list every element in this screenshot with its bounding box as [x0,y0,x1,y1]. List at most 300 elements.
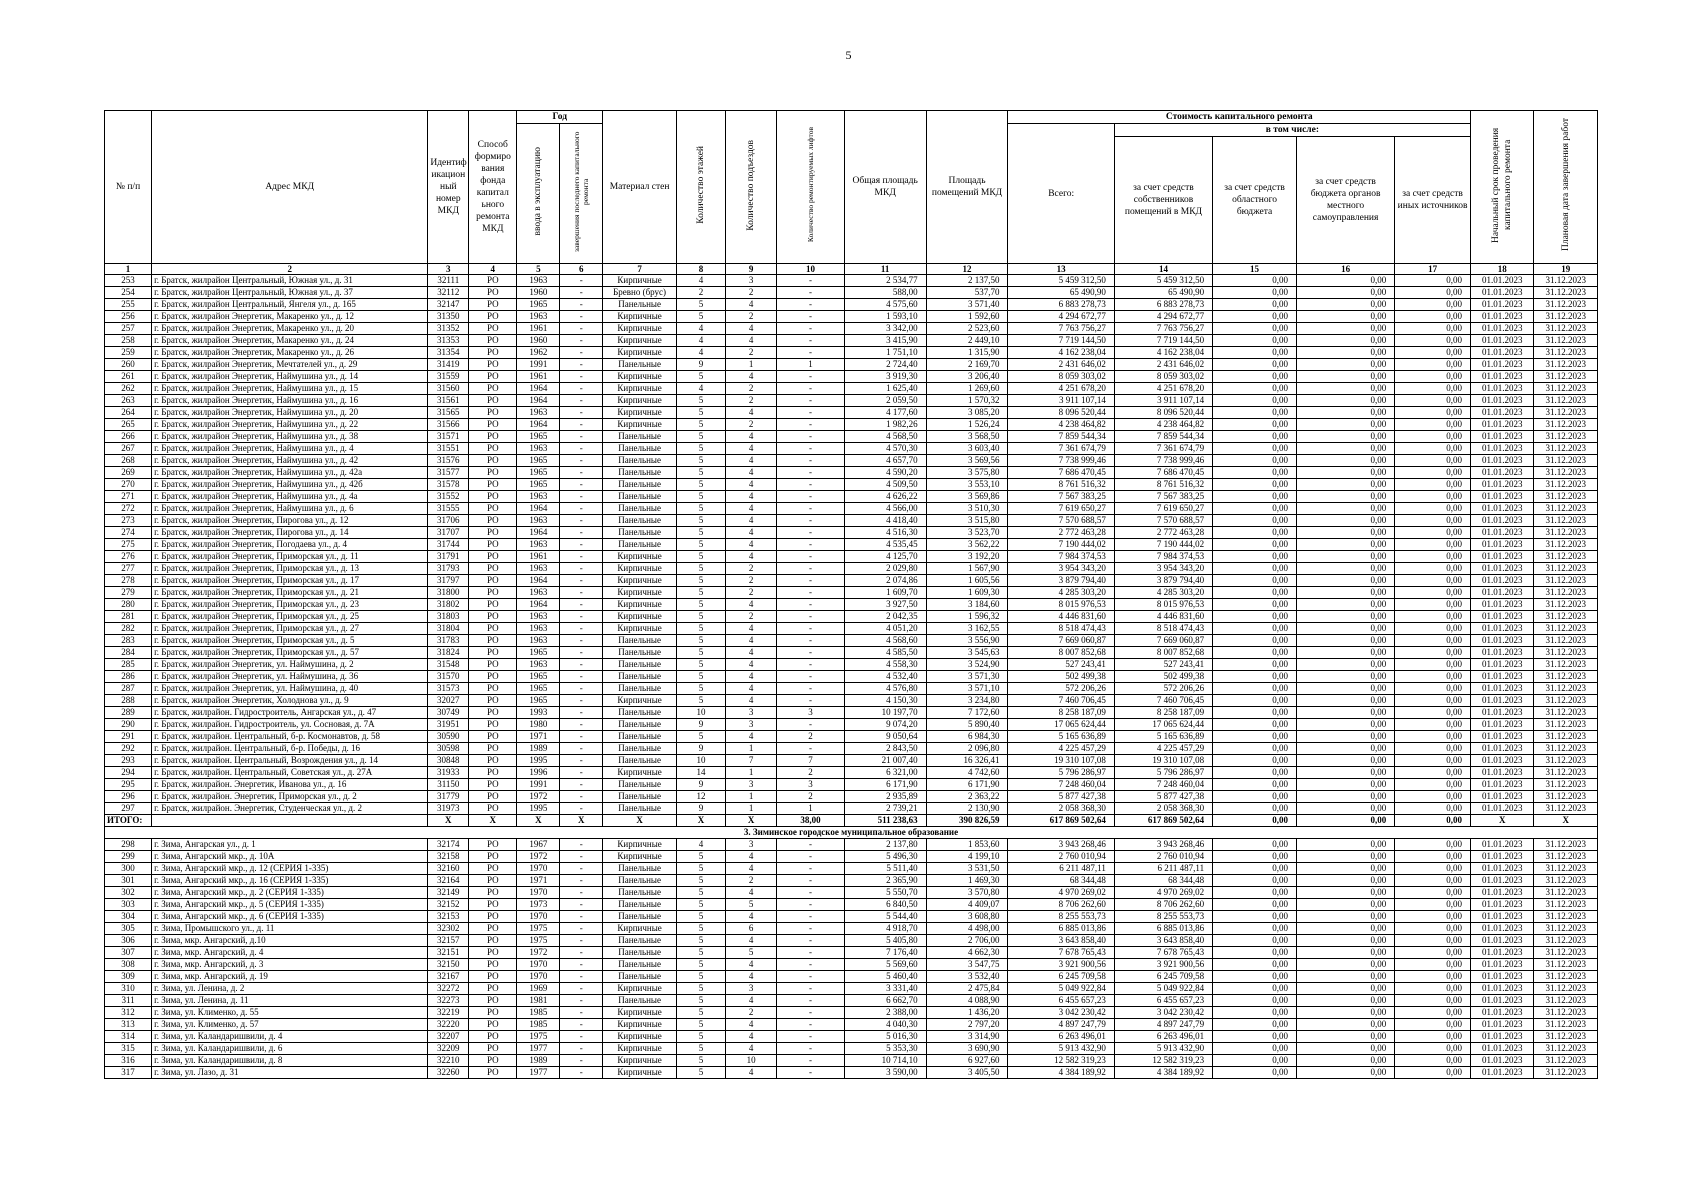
table-cell: 4 566,00 [844,503,926,515]
table-cell: 32147 [428,299,469,311]
table-cell: 31.12.2023 [1534,347,1598,359]
table-cell: 305 [105,923,152,935]
table-cell: Панельные [603,731,677,743]
table-cell: 3 085,20 [926,407,1008,419]
table-cell: 01.01.2023 [1470,575,1533,587]
table-cell: г. Зима, ул. Клименко, д. 57 [152,1019,428,1031]
table-cell: РО [469,575,517,587]
table-cell: 5 [676,959,725,971]
table-cell: 2 843,50 [844,743,926,755]
table-cell: 5 [676,911,725,923]
table-cell: 31779 [428,791,469,803]
table-cell: Панельные [603,863,677,875]
table-cell: 01.01.2023 [1470,275,1533,287]
table-cell: 1963 [517,587,560,599]
table-cell: 10 [676,755,725,767]
table-row [105,731,1598,743]
table-cell: РО [469,899,517,911]
table-cell: 3 943 268,46 [1008,839,1114,851]
table-cell: 01.01.2023 [1470,923,1533,935]
table-cell: 0,00 [1213,767,1297,779]
table-cell: 282 [105,623,152,635]
table-cell: 31560 [428,383,469,395]
table-cell: 31.12.2023 [1534,959,1598,971]
table-cell: 7 361 674,79 [1114,443,1212,455]
column-number: 17 [1395,264,1471,275]
table-cell: 288 [105,695,152,707]
table-cell: 5 [676,311,725,323]
table-cell: 5 [676,407,725,419]
table-cell: 7 678 765,43 [1114,947,1212,959]
table-cell: г. Братск, жилрайон Энергетик, Наймушина ул., д. 15 [152,383,428,395]
table-cell: 0,00 [1296,287,1394,299]
table-cell: Панельные [603,947,677,959]
table-cell: Панельные [603,743,677,755]
table-cell: 31.12.2023 [1534,575,1598,587]
table-cell: 0,00 [1296,863,1394,875]
table-cell: Кирпичные [603,371,677,383]
table-cell: 01.01.2023 [1470,755,1533,767]
table-cell: г. Братск, жилрайон Энергетик, Приморская ул., д. 27 [152,623,428,635]
table-cell: 2 365,90 [844,875,926,887]
table-cell: 5 [676,923,725,935]
table-cell: 3 523,70 [926,527,1008,539]
table-cell: - [560,887,603,899]
total-cell: 617 869 502,64 [1114,815,1212,827]
table-cell: 1973 [517,899,560,911]
header-cost-including: в том числе: [1114,124,1470,137]
table-cell: 4 498,00 [926,923,1008,935]
table-cell: 1996 [517,767,560,779]
table-cell: 6 927,60 [926,1055,1008,1067]
column-number: 4 [469,264,517,275]
table-cell: 2 [726,563,777,575]
table-cell: 31548 [428,659,469,671]
table-cell: 0,00 [1296,683,1394,695]
table-cell: 4 918,70 [844,923,926,935]
table-cell: 3 415,90 [844,335,926,347]
table-cell: 3 690,90 [926,1043,1008,1055]
table-cell: 0,00 [1395,659,1471,671]
table-cell: 4 [726,911,777,923]
table-cell: 3 234,80 [926,695,1008,707]
table-row [105,371,1598,383]
table-cell: 1970 [517,959,560,971]
table-cell: 3 162,55 [926,623,1008,635]
table-cell: - [560,479,603,491]
table-row [105,419,1598,431]
table-row [105,575,1598,587]
table-cell: 0,00 [1213,395,1297,407]
table-cell: 01.01.2023 [1470,779,1533,791]
header-floors: Количество этажей [676,111,725,264]
table-cell: 254 [105,287,152,299]
table-row [105,467,1598,479]
table-cell: 0,00 [1395,719,1471,731]
table-cell: 31.12.2023 [1534,671,1598,683]
table-cell: 4 [726,527,777,539]
table-cell: 7 859 544,34 [1008,431,1114,443]
table-cell: 5 796 286,97 [1008,767,1114,779]
table-cell: 297 [105,803,152,815]
header-cost-group: Стоимость капитального ремонта [1008,111,1471,124]
table-cell: 0,00 [1395,743,1471,755]
table-cell: - [777,899,845,911]
table-cell: г. Зима, Ангарский мкр., д. 12 (СЕРИЯ 1-335) [152,863,428,875]
table-cell: 7 669 060,87 [1008,635,1114,647]
table-cell: РО [469,647,517,659]
table-cell: 0,00 [1213,851,1297,863]
table-cell: 0,00 [1395,791,1471,803]
table-row [105,359,1598,371]
table-cell: 7 669 060,87 [1114,635,1212,647]
table-cell: 2 534,77 [844,275,926,287]
table-cell: - [560,299,603,311]
table-cell: 8 258 187,09 [1114,707,1212,719]
table-cell: 5 913 432,90 [1114,1043,1212,1055]
header-cost-regional: за счет средств областного бюджета [1213,137,1297,264]
table-cell: - [777,947,845,959]
table-cell: 31.12.2023 [1534,479,1598,491]
table-cell: 31.12.2023 [1534,431,1598,443]
table-cell: - [777,515,845,527]
table-cell: 4 238 464,82 [1114,419,1212,431]
table-cell: 0,00 [1296,959,1394,971]
table-cell: г. Братск, жилрайон Энергетик, Приморская ул., д. 25 [152,611,428,623]
table-cell: Кирпичные [603,335,677,347]
table-cell: 31.12.2023 [1534,851,1598,863]
table-cell: 5 550,70 [844,887,926,899]
table-cell: 3 [726,779,777,791]
table-cell: Панельные [603,491,677,503]
table-cell: 4 568,50 [844,431,926,443]
table-cell: 2 [726,383,777,395]
table-cell: 5 [676,299,725,311]
table-cell: Панельные [603,659,677,671]
table-cell: 0,00 [1395,515,1471,527]
table-cell: Бревно (брус) [603,287,677,299]
table-cell: 0,00 [1296,647,1394,659]
table-row [105,455,1598,467]
table-cell: 3 569,56 [926,455,1008,467]
table-cell: Кирпичные [603,1031,677,1043]
table-cell: 4 446 831,60 [1008,611,1114,623]
table-row [105,995,1598,1007]
table-cell: 2 [777,767,845,779]
table-cell: 0,00 [1296,791,1394,803]
table-cell: 01.01.2023 [1470,287,1533,299]
table-cell: 0,00 [1213,923,1297,935]
table-cell: 0,00 [1395,335,1471,347]
table-cell: 0,00 [1213,515,1297,527]
table-cell: 5 [676,983,725,995]
table-cell: - [560,1019,603,1031]
table-cell: 5 [676,503,725,515]
table-cell: - [560,863,603,875]
table-cell: 0,00 [1296,539,1394,551]
table-cell: 4 [676,275,725,287]
table-cell: 1965 [517,299,560,311]
table-cell: Панельные [603,875,677,887]
table-cell: 3 184,60 [926,599,1008,611]
table-cell: - [777,863,845,875]
table-cell: 6 171,90 [926,779,1008,791]
table-cell: - [777,611,845,623]
column-number: 12 [926,264,1008,275]
table-cell: РО [469,287,517,299]
table-cell: 5 [676,587,725,599]
table-cell: РО [469,743,517,755]
table-cell: - [560,971,603,983]
table-cell: 30848 [428,755,469,767]
table-cell: г. Братск, жилрайон Энергетик, ул. Наймушина, д. 2 [152,659,428,671]
table-cell: РО [469,911,517,923]
table-cell: 0,00 [1395,371,1471,383]
table-cell: 0,00 [1395,311,1471,323]
table-cell: 4 [726,539,777,551]
table-cell: 5 [676,935,725,947]
table-cell: 0,00 [1395,671,1471,683]
table-cell: 01.01.2023 [1470,479,1533,491]
table-cell: 4 [726,335,777,347]
table-cell: 3 556,90 [926,635,1008,647]
table-cell: РО [469,923,517,935]
header-premises-area: Площадь помещений МКД [926,111,1008,264]
header-year-commission: ввода в эксплуатацию [517,124,560,264]
table-cell: г. Братск, жилрайон Энергетик, Погодаева ул., д. 4 [152,539,428,551]
table-cell: 5 [676,419,725,431]
table-cell: 4 [726,491,777,503]
table-cell: 0,00 [1213,803,1297,815]
table-cell: 1995 [517,755,560,767]
table-cell: 0,00 [1296,767,1394,779]
table-row [105,539,1598,551]
table-cell: 309 [105,971,152,983]
table-cell: - [560,1055,603,1067]
table-cell: 0,00 [1213,875,1297,887]
table-cell: 9 [676,359,725,371]
table-cell: 1 [777,803,845,815]
table-cell: Панельные [603,479,677,491]
table-cell: 4 225 457,29 [1008,743,1114,755]
table-cell: 3 [726,983,777,995]
table-cell: 32151 [428,947,469,959]
table-cell: 502 499,38 [1114,671,1212,683]
table-cell: 31.12.2023 [1534,503,1598,515]
table-cell: 0,00 [1395,779,1471,791]
table-cell: 31.12.2023 [1534,1043,1598,1055]
table-row [105,911,1598,923]
table-cell: РО [469,935,517,947]
table-cell: 4 970 269,02 [1114,887,1212,899]
table-cell: 1 269,60 [926,383,1008,395]
table-cell: 6 211 487,11 [1008,863,1114,875]
table-cell: 31.12.2023 [1534,863,1598,875]
table-cell: г. Зима, ул. Ленина, д. 2 [152,983,428,995]
table-cell: Панельные [603,359,677,371]
table-cell: 31.12.2023 [1534,335,1598,347]
table-cell: 01.01.2023 [1470,407,1533,419]
table-cell: - [560,383,603,395]
table-cell: 6 984,30 [926,731,1008,743]
table-cell: 0,00 [1296,623,1394,635]
table-cell: 2 058 368,30 [1114,803,1212,815]
table-row [105,287,1598,299]
table-cell: 4 535,45 [844,539,926,551]
table-cell: г. Зима, мкр. Ангарский, д.10 [152,935,428,947]
table-cell: - [777,551,845,563]
table-cell: Кирпичные [603,407,677,419]
table-cell: г. Братск, жилрайон Энергетик, Наймушина ул., д. 14 [152,371,428,383]
table-cell: 312 [105,1007,152,1019]
table-cell: Панельные [603,971,677,983]
table-cell: 5 [676,659,725,671]
table-cell: 4 585,50 [844,647,926,659]
table-cell: Кирпичные [603,275,677,287]
table-cell: 30598 [428,743,469,755]
table-cell: 0,00 [1213,455,1297,467]
table-cell: Панельные [603,647,677,659]
table-cell: - [560,323,603,335]
table-cell: 1960 [517,335,560,347]
table-cell: Панельные [603,719,677,731]
table-cell: 1 609,70 [844,587,926,599]
table-cell: 6 885 013,86 [1114,923,1212,935]
table-cell: 0,00 [1213,671,1297,683]
table-cell: - [777,443,845,455]
table-cell: 6 883 278,73 [1008,299,1114,311]
table-cell: - [777,683,845,695]
table-cell: - [560,755,603,767]
table-cell: - [777,1007,845,1019]
table-cell: 266 [105,431,152,443]
table-cell: 0,00 [1213,959,1297,971]
table-cell: РО [469,635,517,647]
table-cell: РО [469,479,517,491]
table-cell: г. Братск, жилрайон Энергетик, Наймушина ул., д. 16 [152,395,428,407]
table-cell: 0,00 [1213,695,1297,707]
table-cell: Панельные [603,755,677,767]
table-cell: 1965 [517,467,560,479]
table-cell: - [777,395,845,407]
table-cell: г. Братск, жилрайон Энергетик, Приморская ул., д. 23 [152,599,428,611]
table-cell: 1963 [517,515,560,527]
table-cell: 271 [105,491,152,503]
table-cell: г. Братск, жилрайон Энергетик, Макаренко ул., д. 26 [152,347,428,359]
total-cell: 511 238,63 [844,815,926,827]
table-cell: 12 [676,791,725,803]
table-cell: 7 570 688,57 [1114,515,1212,527]
table-cell: 3 331,40 [844,983,926,995]
table-row [105,851,1598,863]
table-cell: РО [469,755,517,767]
table-cell: 0,00 [1213,947,1297,959]
table-row [105,611,1598,623]
table-cell: - [777,935,845,947]
table-cell: РО [469,779,517,791]
table-cell: 7 719 144,50 [1114,335,1212,347]
table-cell: Кирпичные [603,1007,677,1019]
table-cell: 0,00 [1213,539,1297,551]
table-cell: 31.12.2023 [1534,287,1598,299]
table-cell: 01.01.2023 [1470,971,1533,983]
table-cell: 1 [726,767,777,779]
table-cell: РО [469,539,517,551]
table-cell: 4 897 247,79 [1008,1019,1114,1031]
table-row [105,1007,1598,1019]
table-cell: - [560,839,603,851]
table-cell: 01.01.2023 [1470,467,1533,479]
table-cell: 1964 [517,383,560,395]
table-row [105,683,1598,695]
table-cell: 32027 [428,695,469,707]
table-cell: 7 984 374,53 [1114,551,1212,563]
table-cell: 0,00 [1296,983,1394,995]
table-cell: 2 449,10 [926,335,1008,347]
table-cell: Панельные [603,683,677,695]
total-cell: X [603,815,677,827]
table-cell: Панельные [603,887,677,899]
table-cell: г. Зима, Ангарский мкр., д. 5 (СЕРИЯ 1-335) [152,899,428,911]
table-cell: РО [469,851,517,863]
table-cell: 7 738 999,46 [1008,455,1114,467]
table-cell: 7 619 650,27 [1008,503,1114,515]
table-cell: 31.12.2023 [1534,407,1598,419]
table-cell: - [560,515,603,527]
table-cell: 2 [726,347,777,359]
table-cell: 1 853,60 [926,839,1008,851]
table-cell: 0,00 [1213,299,1297,311]
table-cell: 31.12.2023 [1534,299,1598,311]
table-cell: 5 [676,539,725,551]
table-cell: 4 [726,887,777,899]
table-cell: 3 571,30 [926,671,1008,683]
table-cell: 5 165 636,89 [1114,731,1212,743]
total-cell: X [517,815,560,827]
table-row [105,803,1598,815]
table-cell: Кирпичные [603,1043,677,1055]
table-cell: 0,00 [1395,419,1471,431]
table-cell: - [777,719,845,731]
table-cell: 0,00 [1296,995,1394,1007]
column-number: 16 [1296,264,1394,275]
section-title: 3. Зиминское городское муниципальное образование [105,827,1598,839]
table-cell: 32167 [428,971,469,983]
table-cell: 0,00 [1213,575,1297,587]
table-cell: 1 596,32 [926,611,1008,623]
table-cell: 5 [676,947,725,959]
table-cell: 0,00 [1395,935,1471,947]
table-cell: 01.01.2023 [1470,359,1533,371]
table-cell: - [560,911,603,923]
table-cell: - [777,539,845,551]
table-cell: 1965 [517,647,560,659]
table-cell: 5 [676,1043,725,1055]
table-cell: 4 [726,443,777,455]
table-cell: 1 [726,743,777,755]
table-cell: 286 [105,671,152,683]
table-cell: г. Братск, жилрайон Энергетик, Наймушина ул., д. 20 [152,407,428,419]
table-cell: - [560,947,603,959]
table-cell: 7 678 765,43 [1008,947,1114,959]
table-cell: 0,00 [1296,467,1394,479]
table-cell: 8 059 303,02 [1114,371,1212,383]
table-cell: 8 706 262,60 [1114,899,1212,911]
table-cell: 5 [676,551,725,563]
table-cell: 3 042 230,42 [1114,1007,1212,1019]
table-cell: Панельные [603,899,677,911]
table-cell: 7 [777,755,845,767]
